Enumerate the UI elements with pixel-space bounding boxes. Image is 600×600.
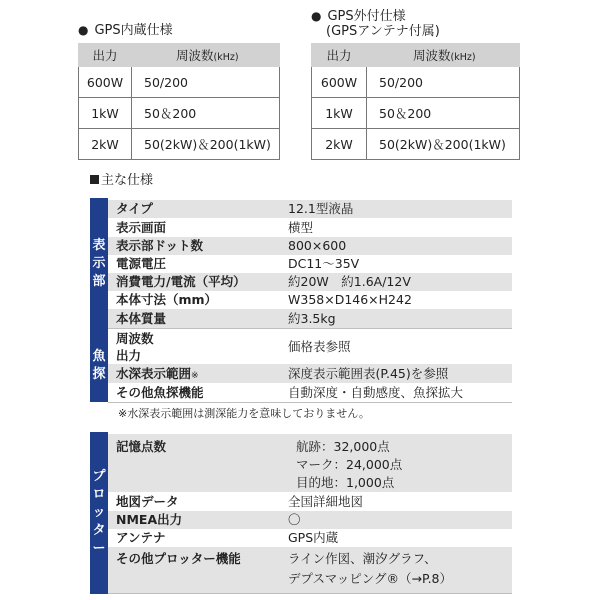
spec-row: 消費電力/電流（平均） 約20W 約1.6A/12V <box>108 273 512 291</box>
spec-row: NMEA出力 〇 <box>108 511 512 529</box>
left-block-title: ● GPS内蔵仕様 <box>78 23 173 38</box>
output-cell: 600W <box>79 67 132 98</box>
freq-header: 周波数(kHz) <box>132 44 280 67</box>
table-row <box>312 129 520 160</box>
output-header: 出力 <box>312 44 367 67</box>
table-row <box>312 98 520 129</box>
right-freq-table <box>311 43 520 160</box>
right-block-title: ● GPS外付仕様 <box>311 9 406 24</box>
plotter-section-label: プ ロ ッ タ ー <box>90 432 108 594</box>
right-block-subtitle: (GPSアンテナ付属) <box>326 24 440 39</box>
spec-row: 表示部ドット数 800×600 <box>108 237 512 255</box>
left-freq-table <box>78 43 280 160</box>
table-row <box>79 98 280 129</box>
divider <box>108 593 512 594</box>
output-cell: 1kW <box>312 98 367 129</box>
spec-row: タイプ 12.1型液晶 <box>108 200 512 218</box>
freq-cell: 50＆200 <box>367 98 520 129</box>
spec-row: 記憶点数 航跡：32,000点 マーク：24,000点 目的地：1,000点 <box>108 434 512 492</box>
spec-row: アンテナ GPS内蔵 <box>116 530 339 545</box>
spec-row: 周波数 出力 価格表参照 <box>116 331 351 363</box>
fish-section-label: 魚 探 <box>90 329 108 402</box>
display-section-label: 表 示 部 <box>90 198 108 330</box>
depth-note: ※水深表示範囲は測深能力を意味しておりません。 <box>118 407 370 420</box>
square-bullet-icon <box>90 175 99 184</box>
spec-row: 表示画面 横型 <box>116 220 314 235</box>
freq-cell: 50/200 <box>132 67 280 98</box>
freq-cell: 50(2kW)＆200(1kW) <box>367 129 520 160</box>
freq-cell: 50/200 <box>367 67 520 98</box>
freq-cell: 50(2kW)＆200(1kW) <box>132 129 280 160</box>
output-header: 出力 <box>79 44 132 67</box>
table-row <box>79 67 280 98</box>
spec-row: 本体寸法（mm） W358×D146×H242 <box>116 292 412 307</box>
output-cell: 1kW <box>79 98 132 129</box>
divider <box>108 402 512 403</box>
spec-row: その他プロッター機能 ライン作図、潮汐グラフ、 デプスマッピング®（→P.8） <box>108 547 512 593</box>
spec-row: 地図データ 全国詳細地図 <box>116 494 364 509</box>
output-cell: 600W <box>312 67 367 98</box>
spec-row: 電源電圧 DC11～35V <box>116 256 360 271</box>
divider <box>108 328 512 329</box>
table-row <box>312 67 520 98</box>
bullet-icon: ● <box>78 23 89 37</box>
freq-cell: 50＆200 <box>132 98 280 129</box>
spec-row: 本体質量 約3.5kg <box>108 309 512 328</box>
bullet-icon: ● <box>311 9 322 23</box>
output-cell: 2kW <box>79 129 132 160</box>
output-cell: 2kW <box>312 129 367 160</box>
table-row <box>79 129 280 160</box>
spec-row: その他魚探機能 自動深度・自動感度、魚探拡大 <box>116 385 464 400</box>
main-spec-title: 主な仕様 <box>90 173 153 189</box>
freq-header: 周波数(kHz) <box>367 44 520 67</box>
spec-row: 水深表示範囲※ 深度表示範囲表(P.45)を参照 <box>108 364 512 383</box>
